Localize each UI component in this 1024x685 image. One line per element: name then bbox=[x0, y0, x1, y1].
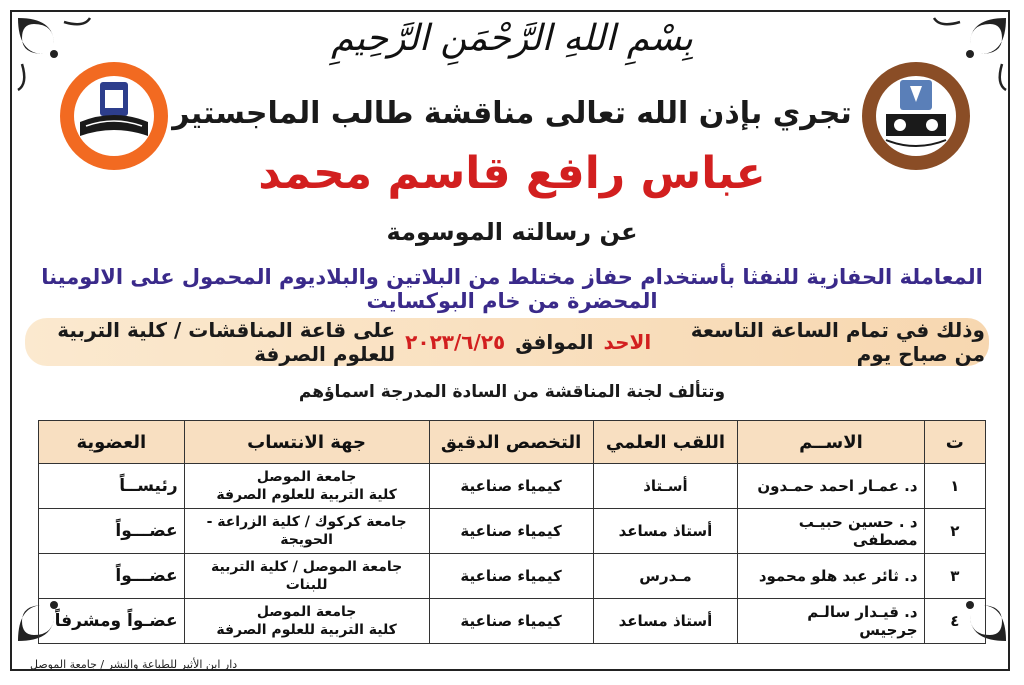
row-spec: كيمياء صناعية bbox=[429, 554, 593, 599]
header-num: ت bbox=[924, 421, 985, 464]
row-spec: كيمياء صناعية bbox=[429, 464, 593, 509]
role-text: عضـواً ومشرفاً bbox=[54, 611, 178, 631]
banner-text-1: وذلك في تمام الساعة التاسعة من صباح يوم bbox=[690, 318, 985, 366]
table-row bbox=[39, 554, 986, 599]
banner-day: الاحد bbox=[603, 330, 652, 354]
row-title: أسـتاذ bbox=[593, 464, 738, 509]
header-name: الاســم bbox=[738, 421, 924, 464]
row-affiliation bbox=[184, 464, 429, 509]
affiliation-line-1: جامعة الموصل bbox=[256, 469, 357, 485]
affiliation-line-1: جامعة الموصل / كلية التربية للبنات bbox=[210, 559, 403, 593]
row-name: د. عمـار احمد حمـدون bbox=[738, 464, 924, 509]
basmala: بِسْمِ اللهِ الرَّحْمَنِ الرَّحِيمِ bbox=[331, 18, 693, 59]
affiliation-line-1: جامعة الموصل bbox=[256, 604, 357, 620]
row-role bbox=[39, 464, 185, 509]
table-row bbox=[39, 464, 986, 509]
header-affiliation: جهة الانتساب bbox=[184, 421, 429, 464]
row-role bbox=[39, 554, 185, 599]
role-text: رئيســاً bbox=[119, 476, 178, 496]
role-text: عضـــواً bbox=[115, 566, 178, 586]
row-name: د. ثائر عبد هلو محمود bbox=[738, 554, 924, 599]
student-name: عباس رافع قاسم محمد bbox=[258, 148, 766, 199]
committee-table bbox=[38, 420, 986, 644]
row-role bbox=[39, 599, 185, 644]
row-num: ٢ bbox=[924, 509, 985, 554]
affiliation-line-2: كلية التربية للعلوم الصرفة bbox=[216, 487, 397, 503]
role-text: عضـــواً bbox=[115, 521, 178, 541]
row-name: د . حسين حبيـب مصطفى bbox=[738, 509, 924, 554]
row-title: أستاذ مساعد bbox=[593, 509, 738, 554]
row-affiliation bbox=[184, 509, 429, 554]
row-spec: كيمياء صناعية bbox=[429, 509, 593, 554]
row-affiliation bbox=[184, 599, 429, 644]
banner-text-3: على قاعة المناقشات / كلية التربية للعلوم الصرفة bbox=[57, 318, 396, 366]
committee-intro: وتتألف لجنة المناقشة من السادة المدرجة اسماؤهم bbox=[298, 382, 726, 402]
affiliation-line-1: جامعة كركوك / كلية الزراعة - الحويجة bbox=[206, 514, 407, 548]
row-title: مـدرس bbox=[593, 554, 738, 599]
table-row bbox=[39, 509, 986, 554]
header-title: اللقب العلمي bbox=[593, 421, 738, 464]
date-venue-banner bbox=[25, 318, 989, 366]
row-role bbox=[39, 509, 185, 554]
row-num: ٣ bbox=[924, 554, 985, 599]
header-spec: التخصص الدقيق bbox=[429, 421, 593, 464]
row-spec: كيمياء صناعية bbox=[429, 599, 593, 644]
banner-text-2: الموافق bbox=[515, 330, 594, 354]
row-name: د. قيـدار سالـم جرجيس bbox=[738, 599, 924, 644]
thesis-title: المعاملة الحفازية للنفثا بأستخدام حفاز مختلط من البلاتين والبلاديوم المحمول على الالومينا المحضرة من خام البوكسايت bbox=[41, 265, 983, 313]
table-row bbox=[39, 599, 986, 644]
header-role: العضوية bbox=[39, 421, 185, 464]
thesis-intro: عن رسالته الموسومة bbox=[386, 218, 638, 246]
row-num: ١ bbox=[924, 464, 985, 509]
row-num: ٤ bbox=[924, 599, 985, 644]
affiliation-line-2: كلية التربية للعلوم الصرفة bbox=[216, 622, 397, 638]
announcement-line: تجري بإذن الله تعالى مناقشة طالب الماجستير bbox=[172, 96, 852, 131]
table-header-row bbox=[39, 421, 986, 464]
row-affiliation bbox=[184, 554, 429, 599]
row-title: أستاذ مساعد bbox=[593, 599, 738, 644]
printer-credit: دار ابن الأثير للطباعة والنشر / جامعة الموصل bbox=[30, 658, 238, 671]
banner-date: ٢٠٢٣/٦/٢٥ bbox=[405, 330, 506, 354]
